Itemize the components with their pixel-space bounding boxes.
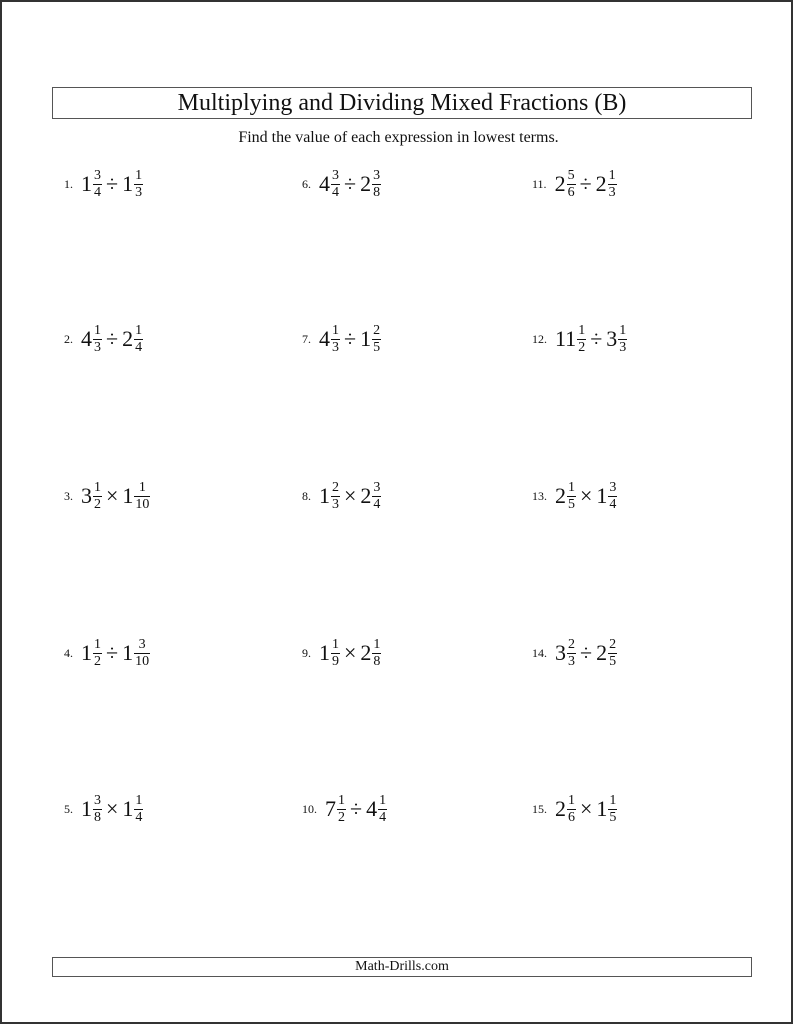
numerator: 1 [609,792,617,808]
problem-expression [319,638,381,669]
fraction [608,794,617,825]
numerator: 3 [94,167,101,183]
whole-number: 2 [595,171,607,196]
whole-number: 2 [554,171,566,196]
problem-expression [325,794,387,825]
whole-number: 1 [122,640,134,665]
first-mixed-number [325,794,346,825]
second-mixed-number [122,169,143,200]
problem-expression [555,169,617,200]
problem-expression [555,794,617,825]
numerator: 3 [609,479,617,495]
whole-number: 1 [122,796,134,821]
numerator: 1 [568,792,575,808]
numerator: 3 [138,636,146,652]
problem-number: 13. [532,488,547,503]
whole-number: 4 [319,171,330,196]
second-mixed-number [360,169,381,200]
problem-number: 14. [532,645,547,660]
problem-number: 8. [302,488,311,503]
whole-number: 2 [360,483,372,508]
whole-number: 2 [555,796,566,821]
fraction [93,324,102,355]
whole-number: 1 [122,483,134,508]
second-mixed-number [122,481,150,512]
problem-item [302,789,387,829]
denominator: 3 [332,496,339,512]
problem-expression [81,169,143,200]
problem-item [532,476,617,516]
numerator: 1 [608,167,616,183]
problem-item [532,319,627,359]
problem-item [302,164,381,204]
operator: × [344,640,357,665]
numerator: 1 [338,792,345,808]
denominator: 3 [619,339,627,355]
instructions: Find the value of each expression in lowest terms. [238,129,559,146]
fraction [372,638,381,669]
operator: ÷ [106,171,119,196]
numerator: 1 [94,322,101,338]
problem-expression [555,324,627,355]
problem-expression [319,169,381,200]
whole-number: 1 [596,796,608,821]
problem-number: 3. [64,488,73,503]
whole-number: 1 [319,640,330,665]
whole-number: 1 [122,171,134,196]
denominator: 4 [609,496,617,512]
whole-number: 3 [555,640,566,665]
problem-item [532,164,617,204]
operator: ÷ [590,326,603,351]
second-mixed-number [122,638,150,669]
whole-number: 4 [319,326,330,351]
denominator: 10 [135,653,150,669]
fraction [567,638,576,669]
worksheet-title: Multiplying and Dividing Mixed Fractions (B) [52,87,752,119]
denominator: 9 [332,653,339,669]
denominator: 3 [135,184,143,200]
first-mixed-number [81,169,102,200]
footer-credit: Math-Drills.com [52,957,752,977]
numerator: 1 [619,322,627,338]
problem-expression [319,481,381,512]
problem-item [64,789,143,829]
fraction [608,169,617,200]
denominator: 5 [373,339,381,355]
second-mixed-number [596,638,617,669]
denominator: 2 [578,339,586,355]
numerator: 1 [332,636,339,652]
problem-number: 6. [302,176,311,191]
numerator: 1 [373,636,381,652]
fraction [567,481,576,512]
second-mixed-number [360,638,381,669]
numerator: 3 [332,167,339,183]
numerator: 1 [379,792,387,808]
denominator: 5 [609,653,617,669]
whole-number: 1 [81,796,92,821]
first-mixed-number [81,324,102,355]
denominator: 3 [608,184,616,200]
operator: ÷ [106,640,119,665]
operator: × [580,796,593,821]
denominator: 4 [94,184,101,200]
problem-number: 1. [64,176,73,191]
first-mixed-number [319,481,340,512]
numerator: 1 [138,479,146,495]
numerator: 1 [94,636,101,652]
fraction [337,794,346,825]
fraction [567,169,576,200]
whole-number: 1 [81,640,92,665]
fraction [608,481,617,512]
second-mixed-number [122,324,143,355]
denominator: 6 [567,184,575,200]
first-mixed-number [319,324,340,355]
problem-number: 2. [64,331,73,346]
problem-expression [81,794,143,825]
problem-number: 11. [532,176,547,191]
problem-item [302,319,381,359]
fraction [331,169,340,200]
numerator: 1 [135,322,143,338]
whole-number: 3 [81,483,92,508]
whole-number: 4 [81,326,92,351]
problem-expression [81,638,150,669]
problem-item [64,633,150,673]
denominator: 3 [94,339,101,355]
denominator: 4 [332,184,339,200]
second-mixed-number [360,481,381,512]
problem-item [302,476,381,516]
second-mixed-number [122,794,143,825]
first-mixed-number [319,638,340,669]
fraction [93,794,102,825]
second-mixed-number [596,794,617,825]
operator: × [106,796,119,821]
fraction [134,638,150,669]
numerator: 3 [94,792,101,808]
fraction [331,481,340,512]
fraction [618,324,627,355]
second-mixed-number [596,169,617,200]
operator: ÷ [350,796,363,821]
second-mixed-number [366,794,387,825]
operator: × [344,483,357,508]
denominator: 2 [94,496,101,512]
operator: × [580,483,593,508]
first-mixed-number [319,169,340,200]
operator: ÷ [344,326,357,351]
problem-number: 10. [302,801,317,816]
denominator: 10 [135,496,150,512]
denominator: 8 [94,809,101,825]
fraction [93,481,102,512]
whole-number: 2 [360,640,372,665]
problem-number: 12. [532,331,547,346]
denominator: 6 [568,809,575,825]
problem-number: 9. [302,645,311,660]
operator: ÷ [106,326,119,351]
problem-expression [319,324,381,355]
operator: ÷ [580,640,593,665]
first-mixed-number [555,324,586,355]
whole-number: 2 [122,326,134,351]
problem-expression [555,481,617,512]
second-mixed-number [360,324,381,355]
whole-number: 2 [555,483,566,508]
denominator: 3 [568,653,575,669]
whole-number: 3 [606,326,618,351]
denominator: 8 [373,653,381,669]
fraction [134,169,143,200]
fraction [378,794,387,825]
whole-number: 11 [555,326,577,351]
denominator: 4 [135,809,143,825]
problem-expression [81,481,150,512]
problem-item [64,319,143,359]
first-mixed-number [555,794,576,825]
fraction [93,169,102,200]
numerator: 3 [373,167,381,183]
numerator: 1 [578,322,586,338]
whole-number: 1 [360,326,372,351]
whole-number: 1 [319,483,330,508]
fraction [608,638,617,669]
second-mixed-number [606,324,627,355]
fraction [134,481,150,512]
whole-number: 2 [360,171,372,196]
denominator: 2 [94,653,101,669]
denominator: 2 [338,809,345,825]
fraction [372,169,381,200]
fraction [372,324,381,355]
operator: ÷ [579,171,592,196]
problem-expression [81,324,143,355]
problem-item [532,633,617,673]
denominator: 4 [379,809,387,825]
fraction [331,638,340,669]
denominator: 5 [609,809,617,825]
fraction [331,324,340,355]
numerator: 3 [373,479,381,495]
whole-number: 1 [596,483,608,508]
fraction [567,794,576,825]
fraction [134,324,143,355]
operator: ÷ [344,171,357,196]
first-mixed-number [81,481,102,512]
first-mixed-number [555,638,576,669]
first-mixed-number [555,481,576,512]
numerator: 2 [332,479,339,495]
denominator: 8 [373,184,381,200]
fraction [372,481,381,512]
problem-number: 4. [64,645,73,660]
problem-expression [555,638,617,669]
denominator: 4 [135,339,143,355]
first-mixed-number [555,169,576,200]
problem-number: 7. [302,331,311,346]
numerator: 1 [135,167,143,183]
numerator: 1 [94,479,101,495]
denominator: 4 [373,496,381,512]
problem-item [532,789,617,829]
fraction [93,638,102,669]
second-mixed-number [596,481,617,512]
numerator: 2 [568,636,575,652]
problem-number: 5. [64,801,73,816]
fraction [577,324,586,355]
numerator: 5 [567,167,575,183]
problem-item [64,476,150,516]
first-mixed-number [81,794,102,825]
whole-number: 4 [366,796,378,821]
whole-number: 1 [81,171,92,196]
numerator: 1 [568,479,575,495]
problem-number: 15. [532,801,547,816]
numerator: 2 [373,322,381,338]
numerator: 1 [135,792,143,808]
problem-item [302,633,381,673]
numerator: 1 [332,322,339,338]
numerator: 2 [609,636,617,652]
denominator: 3 [332,339,339,355]
problem-item [64,164,143,204]
fraction [134,794,143,825]
operator: × [106,483,119,508]
whole-number: 2 [596,640,608,665]
denominator: 5 [568,496,575,512]
first-mixed-number [81,638,102,669]
whole-number: 7 [325,796,336,821]
